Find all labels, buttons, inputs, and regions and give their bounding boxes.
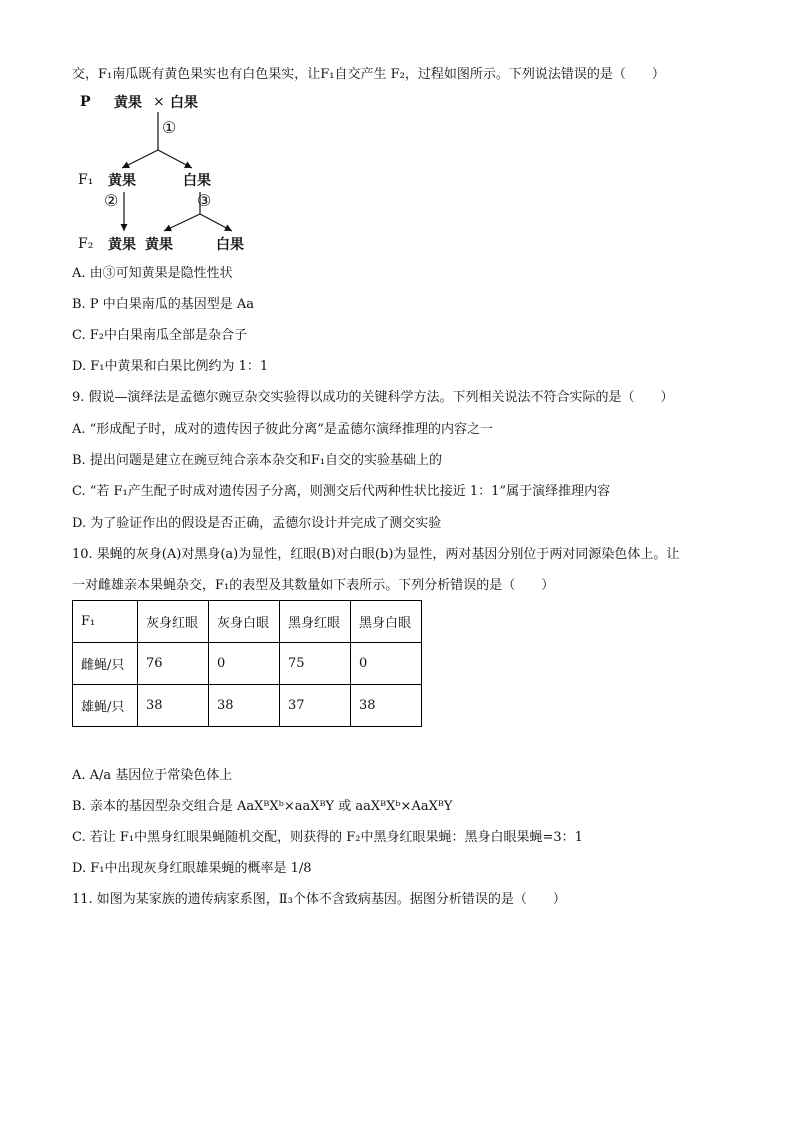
f1-yellow-fruit: 黄果: [108, 173, 136, 189]
table-header-cell: F₁: [73, 601, 138, 643]
q10-stem-line-1: 10. 果蝇的灰身(A)对黑身(a)为显性，红眼(B)对白眼(b)为显性，两对基因分别位于两对同源染色体上。让: [72, 547, 680, 562]
table-header-row: [73, 601, 422, 643]
generation-f2-label: F₂: [78, 236, 94, 252]
table-cell: 37: [280, 685, 351, 727]
q9-option-d: D. 为了验证作出的假设是否正确，孟德尔设计并完成了测交实验: [72, 516, 442, 531]
q10-option-c: C. 若让 F₁中黑身红眼果蝇随机交配，则获得的 F₂中黑身红眼果蝇：黑身白眼果蝇=3：1: [72, 830, 583, 845]
table-header-cell: 黑身白眼: [351, 601, 422, 643]
table-header-cell: 灰身白眼: [209, 601, 280, 643]
q9-option-c: C. “若 F₁产生配子时成对遗传因子分离，则测交后代两种性状比接近 1：1”属于演绎推理内容: [72, 484, 611, 499]
table-header-cell: 灰身红眼: [138, 601, 209, 643]
table-cell: 76: [138, 643, 209, 685]
f2-white-fruit: 白果: [216, 237, 244, 253]
f2-yellow-fruit-2: 黄果: [145, 237, 173, 253]
q9-stem: 9. 假说—演绎法是孟德尔豌豆杂交实验得以成功的关键科学方法。下列相关说法不符合实际的是（ ）: [72, 390, 674, 405]
q8-option-d: D. F₁中黄果和白果比例约为 1：1: [72, 359, 269, 374]
generation-p-label: P: [80, 94, 91, 110]
p-yellow-fruit: 黄果: [114, 95, 142, 111]
q8-intro: 交，F₁南瓜既有黄色果实也有白色果实，让F₁自交产生 F₂，过程如图所示。下列说法错误的是（ ）: [72, 67, 665, 82]
q10-option-b: B. 亲本的基因型杂交组合是 AaXᴮXᵇ×aaXᴮY 或 aaXᴮXᵇ×AaXᴮY: [72, 799, 453, 814]
q9-option-b: B. 提出问题是建立在豌豆纯合亲本杂交和F₁自交的实验基础上的: [72, 453, 443, 468]
p-white-fruit: 白果: [170, 95, 198, 111]
q8-option-a: A. 由③可知黄果是隐性性状: [72, 266, 233, 281]
table-cell: 38: [209, 685, 280, 727]
f1-phenotype-table: [72, 600, 422, 727]
q10-option-a: A. A/a 基因位于常染色体上: [72, 768, 233, 783]
table-cell: 0: [351, 643, 422, 685]
q11-stem: 11. 如图为某家族的遗传病家系图，Ⅱ₃个体不含致病基因。据图分析错误的是（ ）: [72, 892, 566, 907]
table-cell: 0: [209, 643, 280, 685]
cross-diagram: [72, 90, 312, 262]
table-header-cell: 黑身红眼: [280, 601, 351, 643]
q9-option-a: A. “形成配子时，成对的遗传因子彼此分离”是孟德尔演绎推理的内容之一: [72, 422, 493, 437]
table-cell: 雄蝇/只: [73, 685, 138, 727]
step-1-marker: ①: [162, 118, 177, 137]
table-row: [73, 643, 422, 685]
f2-yellow-fruit-1: 黄果: [108, 237, 136, 253]
table-cell: 38: [351, 685, 422, 727]
table-row: [73, 685, 422, 727]
step-2-marker: ②: [104, 191, 119, 210]
q8-option-c: C. F₂中白果南瓜全部是杂合子: [72, 328, 247, 343]
q10-option-d: D. F₁中出现灰身红眼雄果蝇的概率是 1/8: [72, 861, 312, 876]
f1-white-fruit: 白果: [183, 173, 211, 189]
step-3-marker: ③: [197, 191, 212, 210]
q8-option-b: B. P 中白果南瓜的基因型是 Aa: [72, 297, 254, 312]
cross-symbol: ×: [153, 94, 165, 110]
generation-f1-label: F₁: [78, 172, 94, 188]
q10-stem-line-2: 一对雌雄亲本果蝇杂交，F₁的表型及其数量如下表所示。下列分析错误的是（ ）: [72, 578, 555, 593]
table-cell: 38: [138, 685, 209, 727]
table-cell: 75: [280, 643, 351, 685]
table-cell: 雌蝇/只: [73, 643, 138, 685]
